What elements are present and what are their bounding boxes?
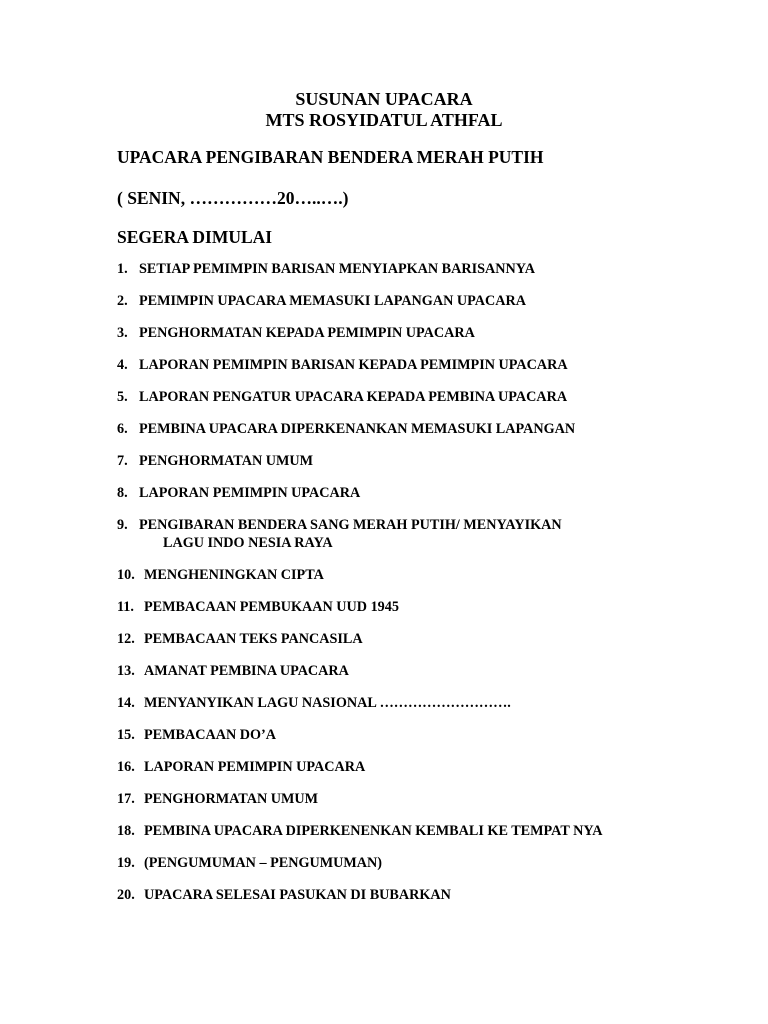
agenda-item	[117, 758, 737, 790]
agenda-item	[117, 630, 737, 662]
agenda-item-number: 19.	[117, 855, 135, 871]
agenda-item-text-line-1: PENGIBARAN BENDERA SANG MERAH PUTIH/ MENYAYIKAN	[139, 517, 562, 533]
agenda-item-text: (PENGUMUMAN – PENGUMUMAN)	[144, 855, 382, 871]
agenda-item-number: 17.	[117, 791, 135, 807]
agenda-item-number: 14.	[117, 695, 135, 711]
agenda-item-text: PEMBACAAN DO’A	[144, 727, 277, 743]
agenda-item-text: PEMIMPIN UPACARA MEMASUKI LAPANGAN UPACARA	[139, 293, 526, 309]
agenda-item-number: 15.	[117, 727, 135, 743]
agenda-item	[117, 790, 737, 822]
agenda-item-number: 9.	[117, 517, 128, 533]
agenda-item-text: LAPORAN PENGATUR UPACARA KEPADA PEMBINA UPACARA	[139, 389, 568, 405]
agenda-item	[117, 822, 737, 854]
agenda-item	[117, 598, 737, 630]
agenda-item	[117, 484, 737, 516]
title-line-1: SUSUNAN UPACARA	[295, 89, 473, 109]
agenda-item-text: PENGHORMATAN UMUM	[144, 791, 319, 807]
agenda-item	[117, 420, 737, 452]
agenda-item-text: LAPORAN PEMIMPIN BARISAN KEPADA PEMIMPIN UPACARA	[139, 357, 568, 373]
agenda-item-text: PENGHORMATAN UMUM	[139, 453, 314, 469]
agenda-item-text: PENGHORMATAN KEPADA PEMIMPIN UPACARA	[139, 325, 475, 341]
agenda-item-text: LAPORAN PEMIMPIN UPACARA	[139, 485, 361, 501]
agenda-item	[117, 292, 737, 324]
agenda-item	[117, 260, 737, 292]
section-heading: SEGERA DIMULAI	[117, 227, 273, 247]
agenda-item	[117, 388, 737, 420]
agenda-item-number: 6.	[117, 421, 128, 437]
agenda-item	[117, 662, 737, 694]
agenda-item-number: 1.	[117, 261, 128, 277]
agenda-item-number: 8.	[117, 485, 128, 501]
agenda-item	[117, 566, 737, 598]
agenda-item-number: 2.	[117, 293, 128, 309]
agenda-item	[117, 726, 737, 758]
agenda-item-text: UPACARA SELESAI PASUKAN DI BUBARKAN	[144, 887, 451, 903]
agenda-item-text: MENYANYIKAN LAGU NASIONAL ……………………….	[144, 695, 511, 711]
agenda-item	[117, 356, 737, 388]
ceremony-subtitle: UPACARA PENGIBARAN BENDERA MERAH PUTIH	[117, 147, 544, 167]
agenda-item	[117, 516, 737, 566]
agenda-item-text: MENGHENINGKAN CIPTA	[144, 567, 324, 583]
agenda-item	[117, 452, 737, 484]
agenda-item-number: 4.	[117, 357, 128, 373]
agenda-item-number: 20.	[117, 887, 135, 903]
agenda-item-text: LAPORAN PEMIMPIN UPACARA	[144, 759, 366, 775]
agenda-item-text-line-2: LAGU INDO NESIA RAYA	[163, 535, 333, 551]
agenda-item-number: 16.	[117, 759, 135, 775]
agenda-item-text: PEMBINA UPACARA DIPERKENANKAN MEMASUKI LAPANGAN	[139, 421, 576, 437]
agenda-item	[117, 854, 737, 886]
agenda-item-number: 7.	[117, 453, 128, 469]
agenda-item-text	[139, 516, 639, 552]
agenda-item-number: 12.	[117, 631, 135, 647]
agenda-item-text: PEMBINA UPACARA DIPERKENENKAN KEMBALI KE TEMPAT NYA	[144, 823, 603, 839]
agenda-item	[117, 324, 737, 356]
date-line: ( SENIN, ……………20…..….)	[117, 188, 349, 208]
agenda-item-text: PEMBACAAN TEKS PANCASILA	[144, 631, 363, 647]
agenda-item-number: 10.	[117, 567, 135, 583]
agenda-item-number: 11.	[117, 599, 134, 615]
document-title	[0, 89, 768, 131]
agenda-item-number: 3.	[117, 325, 128, 341]
agenda-item-number: 5.	[117, 389, 128, 405]
agenda-item-text: PEMBACAAN PEMBUKAAN UUD 1945	[144, 599, 399, 615]
agenda-item-number: 13.	[117, 663, 135, 679]
title-line-2: MTS ROSYIDATUL ATHFAL	[265, 110, 503, 130]
agenda-list	[117, 260, 737, 918]
agenda-item-text: SETIAP PEMIMPIN BARISAN MENYIAPKAN BARISANNYA	[139, 261, 535, 277]
agenda-item-number: 18.	[117, 823, 135, 839]
agenda-item	[117, 886, 737, 918]
agenda-item	[117, 694, 737, 726]
agenda-item-text: AMANAT PEMBINA UPACARA	[144, 663, 349, 679]
